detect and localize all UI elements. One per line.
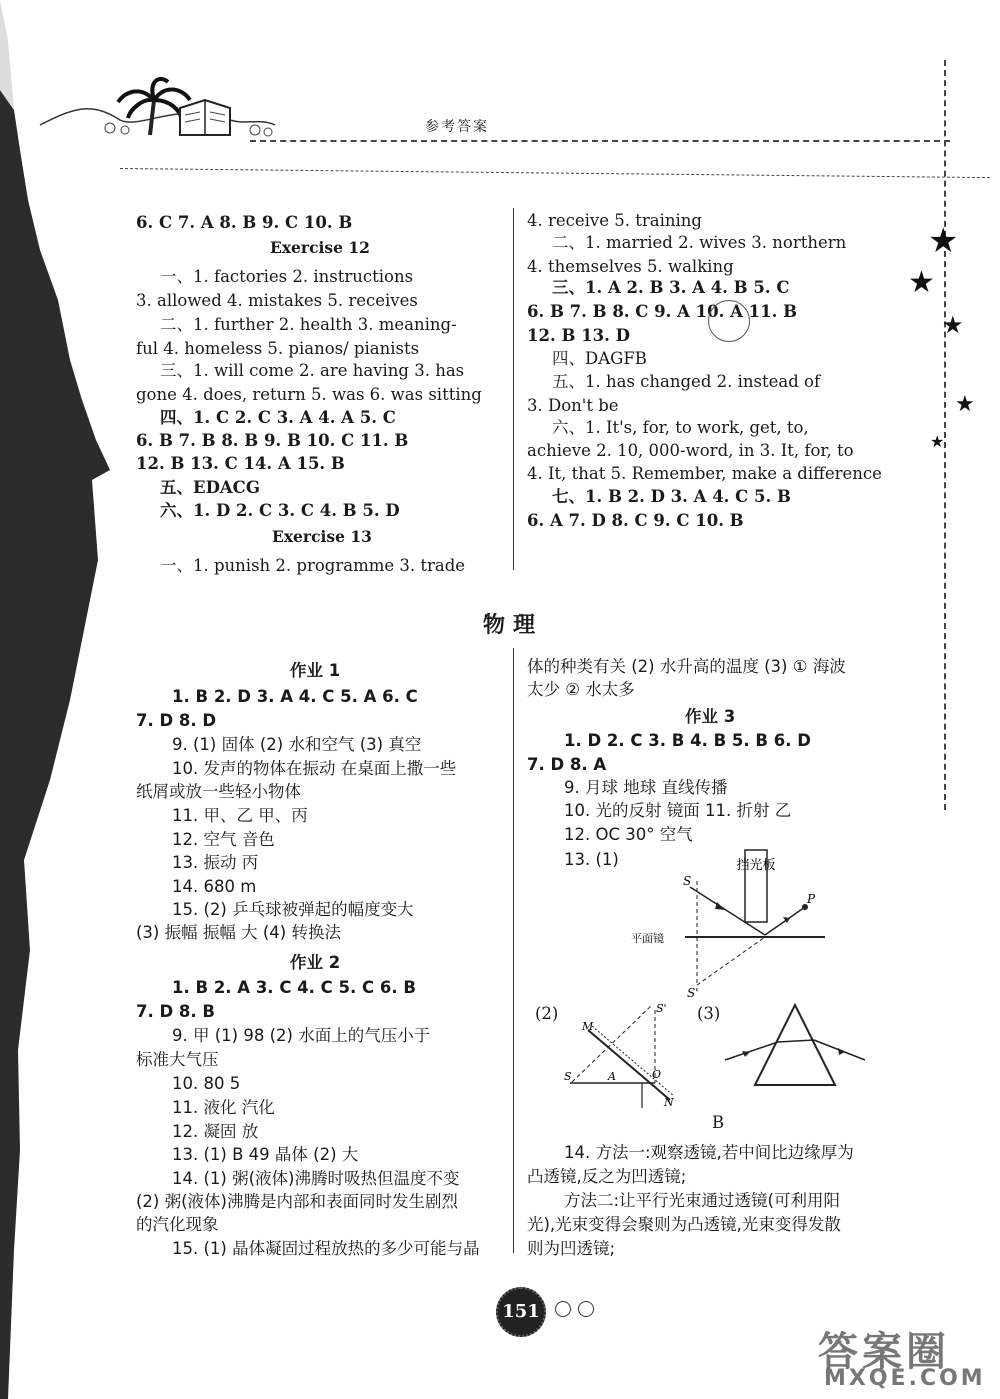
point-m: M xyxy=(582,1020,594,1033)
point-b-label: B xyxy=(712,1113,725,1132)
mirror-label: 平面镜 xyxy=(631,932,664,945)
point-o: O xyxy=(652,1068,662,1081)
answer-line: 9. (1) 固体 (2) 水和空气 (3) 真空 xyxy=(172,735,422,754)
watermark-logo: 答案圈 xyxy=(818,1329,950,1375)
answer-line: 11. 液化 汽化 xyxy=(172,1098,275,1117)
answer-line: 光),光束变得会聚则为凸透镜,光束变得发散 xyxy=(527,1215,841,1234)
answer-line: 13. (1) B 49 晶体 (2) 大 xyxy=(172,1145,359,1164)
star-icon: ★ xyxy=(930,432,945,451)
answer-line: 三、1. A 2. B 3. A 4. B 5. C xyxy=(552,278,790,297)
torn-edge-decoration xyxy=(0,0,110,1399)
watermark-url: MXQE.COM xyxy=(824,1366,986,1391)
answer-line: achieve 2. 10, 000-word, in 3. It, for, to xyxy=(527,441,854,460)
answer-line: 四、DAGFB xyxy=(552,349,647,368)
column-divider-top xyxy=(513,208,514,570)
answer-line: 13. (1) xyxy=(564,850,619,869)
decor-circle xyxy=(555,1301,571,1317)
header-title: 参考答案 xyxy=(425,119,489,135)
answer-line: 12. B 13. C 14. A 15. B xyxy=(136,454,345,473)
answer-line: 二、1. further 2. health 3. meaning- xyxy=(160,315,457,334)
answer-line: 15. (1) 晶体凝固过程放热的多少可能与晶 xyxy=(172,1239,480,1258)
answer-line: 则为凹透镜; xyxy=(527,1239,616,1258)
point-n: N xyxy=(664,1096,674,1109)
answer-line: 4. It, that 5. Remember, make a difference xyxy=(527,464,882,483)
reflection-diagram xyxy=(625,845,835,1005)
answer-line: 1. D 2. C 3. B 4. B 5. B 6. D xyxy=(564,731,811,750)
homework-title: 作业 2 xyxy=(290,953,341,972)
answer-line: 10. 发声的物体在振动 在桌面上撒一些 xyxy=(172,759,457,778)
answer-line: 12. 凝固 放 xyxy=(172,1122,259,1141)
answer-line: 14. 680 m xyxy=(172,877,257,896)
answer-line: 六、1. It's, for, to work, get, to, xyxy=(552,418,809,437)
part-label: (3) xyxy=(697,1004,721,1023)
answer-line: 12. 空气 音色 xyxy=(172,830,275,849)
column-divider-bottom xyxy=(513,648,514,1253)
answer-line: (2) 粥(液体)沸腾是内部和表面同时发生剧烈 xyxy=(136,1192,458,1211)
answer-line: 五、EDACG xyxy=(160,478,260,497)
section-title: 物理 xyxy=(483,613,544,638)
exercise-title: Exercise 12 xyxy=(270,238,370,257)
board-label: 挡光板 xyxy=(736,858,776,873)
answer-line: 6. C 7. A 8. B 9. C 10. B xyxy=(136,213,353,232)
answer-line: 6. B 7. B 8. C 9. A 10. A 11. B xyxy=(527,302,798,321)
answer-line: (3) 振幅 振幅 大 (4) 转换法 xyxy=(136,923,341,942)
answer-line: 12. OC 30° 空气 xyxy=(564,825,693,844)
header-dashed-line-2 xyxy=(120,168,990,178)
answer-line: 体的种类有关 (2) 水升高的温度 (3) ① 海波 xyxy=(527,657,846,676)
palm-tree-logo xyxy=(30,70,280,140)
answer-line: 9. 月球 地球 直线传播 xyxy=(564,778,728,797)
answer-line: 五、1. has changed 2. instead of xyxy=(552,372,821,391)
answer-line: 7. D 8. D xyxy=(136,711,217,730)
answer-line: gone 4. does, return 5. was 6. was sitting xyxy=(136,385,482,404)
answer-line: 4. receive 5. training xyxy=(527,211,702,230)
star-icon: ★ xyxy=(928,221,959,261)
part-label: (2) xyxy=(535,1004,559,1023)
answer-line: 7. D 8. B xyxy=(136,1002,216,1021)
answer-line: 二、1. married 2. wives 3. northern xyxy=(552,233,847,252)
answer-line: 10. 80 5 xyxy=(172,1074,241,1093)
answer-line: 14. (1) 粥(液体)沸腾时吸热但温度不变 xyxy=(172,1169,460,1188)
stamp-icon xyxy=(708,300,750,342)
answer-line: 凸透镜,反之为凹透镜; xyxy=(527,1167,687,1186)
answer-line: 1. B 2. A 3. C 4. C 5. C 6. B xyxy=(172,978,416,997)
answer-line: 13. 振动 丙 xyxy=(172,853,259,872)
prism-diagram xyxy=(720,1000,870,1095)
star-icon: ★ xyxy=(955,392,975,417)
answer-line: 6. B 7. B 8. B 9. B 10. C 11. B xyxy=(136,431,409,450)
answer-line: 七、1. B 2. D 3. A 4. C 5. B xyxy=(552,487,791,506)
answer-line: 方法二:让平行光束通过透镜(可利用阳 xyxy=(564,1191,840,1210)
answer-line: 标准大气压 xyxy=(136,1050,219,1069)
answer-line: 4. themselves 5. walking xyxy=(527,257,734,276)
answer-line: 纸屑或放一些轻小物体 xyxy=(136,782,301,801)
point-s-prime: S' xyxy=(687,986,699,1000)
answer-line: 六、1. D 2. C 3. C 4. B 5. D xyxy=(160,501,400,520)
answer-line: 10. 光的反射 镜面 11. 折射 乙 xyxy=(564,801,792,820)
answer-line: 12. B 13. D xyxy=(527,326,630,345)
mirror-image-diagram xyxy=(560,1000,680,1110)
homework-title: 作业 3 xyxy=(685,707,736,726)
answer-line: 3. Don't be xyxy=(527,396,619,415)
decor-circle xyxy=(578,1301,594,1317)
answer-line: 11. 甲、乙 甲、丙 xyxy=(172,806,308,825)
homework-title: 作业 1 xyxy=(290,661,341,680)
header-dashed-line xyxy=(250,140,950,142)
point-a: A xyxy=(608,1070,616,1083)
answer-line: 1. B 2. D 3. A 4. C 5. A 6. C xyxy=(172,687,418,706)
answer-line: 9. 甲 (1) 98 (2) 水面上的气压小于 xyxy=(172,1026,431,1045)
answer-line: 14. 方法一:观察透镜,若中间比边缘厚为 xyxy=(564,1143,854,1162)
answer-line: 四、1. C 2. C 3. A 4. A 5. C xyxy=(160,408,396,427)
answer-line: ful 4. homeless 5. pianos/ pianists xyxy=(136,339,420,358)
point-s: S xyxy=(564,1070,572,1083)
point-s: S xyxy=(683,874,692,888)
answer-line: 太少 ② 水太多 xyxy=(527,680,635,699)
point-p: P xyxy=(807,892,816,906)
answer-line: 7. D 8. A xyxy=(527,755,607,774)
star-icon: ★ xyxy=(942,311,964,339)
answer-line: 6. A 7. D 8. C 9. C 10. B xyxy=(527,511,744,530)
answer-line: 一、1. factories 2. instructions xyxy=(160,267,414,286)
page-number: 151 xyxy=(496,1287,546,1337)
exercise-title: Exercise 13 xyxy=(272,527,372,546)
answer-line: 15. (2) 乒乓球被弹起的幅度变大 xyxy=(172,900,414,919)
star-icon: ★ xyxy=(908,265,935,300)
point-s-prime: S' xyxy=(656,1002,667,1015)
answer-line: 三、1. will come 2. are having 3. has xyxy=(160,361,465,380)
answer-line: 3. allowed 4. mistakes 5. receives xyxy=(136,291,418,310)
answer-line: 一、1. punish 2. programme 3. trade xyxy=(160,556,466,575)
answer-line: 的汽化现象 xyxy=(136,1215,219,1234)
